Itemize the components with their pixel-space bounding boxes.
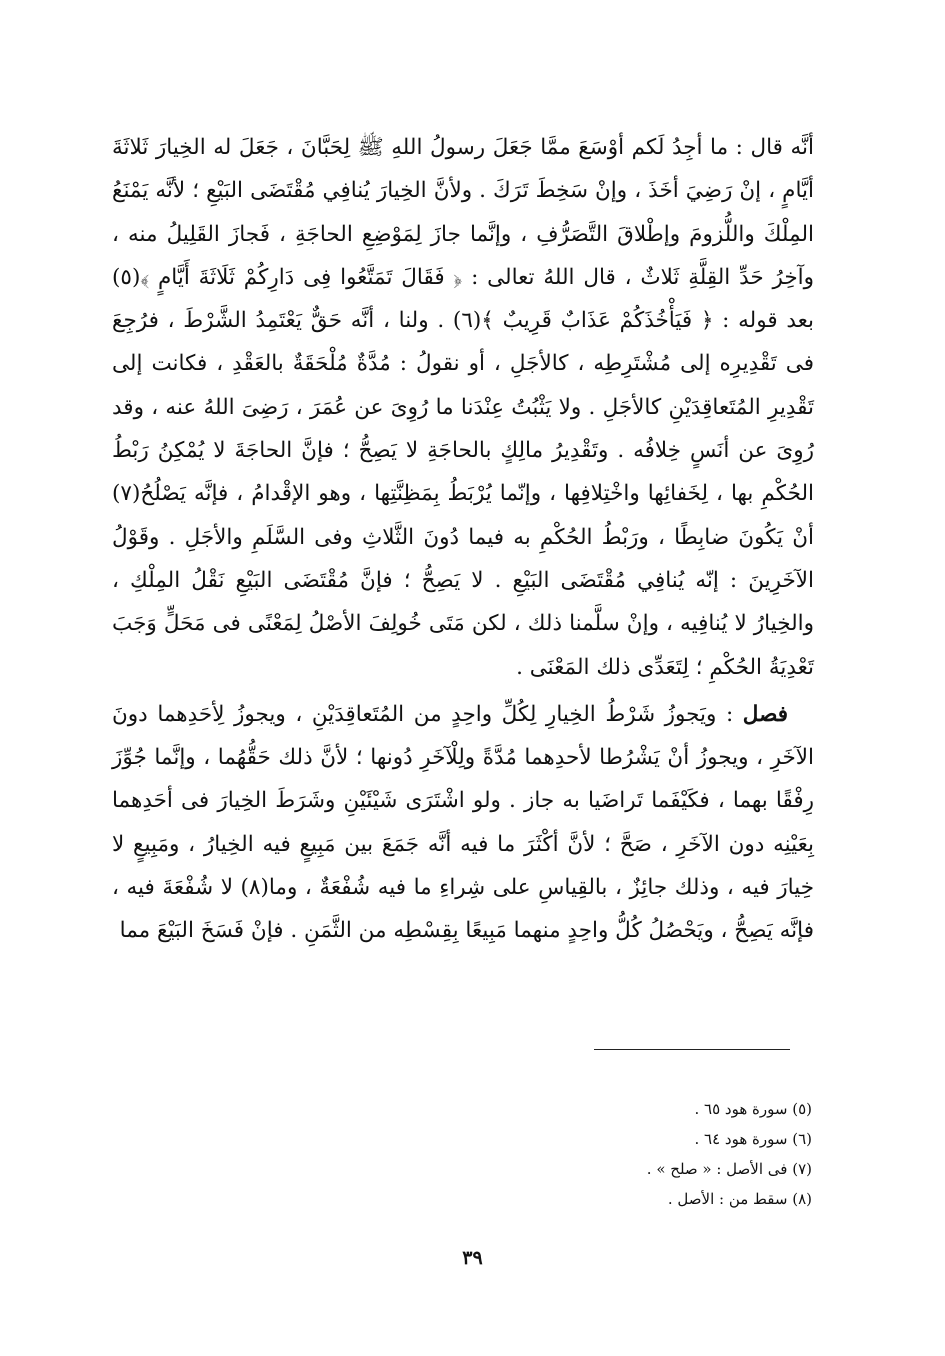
footnote: (٦) سورة هود ٦٤ . <box>694 1130 812 1148</box>
footnotes <box>500 1094 812 1214</box>
paragraph <box>112 126 814 689</box>
paragraph-text: : ويَجوزُ شَرْطُ الخِيارِ لِكُلِّ واحِدٍ من المُتَعاقِدَيْنِ ، ويجوزُ لِأحَدِهما دونَ الآخَرِ ، ويجوزُ أنْ يَشْرُطا لأحدِهما مُدَّةً ولِلْآخَرِ دُونها ؛ لأنَّ ذلك حَقُّهُما ، وإنَّما جُوِّزَ رِفْقًا بهما ، فكَيْفَما تَراضَيا به جاز . ولو اشْتَرَى شَيْئَيْنِ وشَرَطَ الخِيارَ فى أحَدِهما بِعَيْنِه دون الآخَرِ ، صَحَّ ؛ لأنَّ أكْثَرَ ما فيه أنَّه جَمَعَ بين مَبِيعٍ فيه الخِيارُ ، ومَبِيعٍ لا خِيارَ فيه ، وذلك جائِزٌ ، بالقِياسِ على شِراءِ ما فيه شُفْعَةٌ ، وما(٨) لا شُفْعَةَ فيه ، فإنَّه يَصِحُّ ، ويَحْصُلُ كُلُّ واحِدٍ منهما مَبِيعًا بِقِسْطِه من الثَّمَنِ . فإنْ فَسَخَ البَيْعَ مما <box>112 701 814 944</box>
footnote: (٧) فى الأصل : « صلح » . <box>646 1160 812 1178</box>
footnote-separator <box>594 1049 790 1050</box>
paragraph-text: أنَّه قال : ما أجِدُ لَكم أوْسَعَ ممَّا جَعَلَ رسولُ اللهِ ﷺ لِحَبَّانَ ، جَعَلَ له الخِيارَ ثَلاثَةَ أيَّامٍ ، إنْ رَضِيَ أخَذَ ، وإنْ سَخِطَ تَرَكَ . ولأنَّ الخِيارَ يُنافِي مُقْتَضَى البَيْعِ ؛ لأنَّه يَمْنَعُ المِلْكَ واللُّزومَ وإطْلاقَ التَّصَرُّفِ ، وإنَّما جازَ لِمَوْضِعِ الحاجَةِ ، فَجازَ القَلِيلُ منه ، وآخِرُ حَدِّ القِلَّةِ ثَلاثٌ ، قال اللهُ تعالى : ﴿ فَقَالَ تَمَتَّعُوا فِى دَارِكُمْ ثَلَاثَةَ أَيَّامٍ ﴾(٥) بعد قوله : ﴿ فَيَأْخُذَكُمْ عَذَابٌ قَرِيبٌ ﴾(٦) . ولنا ، أنَّه حَقٌّ يَعْتَمِدُ الشَّرْطَ ، فرُجِعَ فى تَقْدِيرِه إلى مُشْتَرِطِه ، كالأجَلِ ، أو نقولُ : مُدَّةٌ مُلْحَقَةٌ بالعَقْدِ ، فكانت إلى تَقْدِيرِ المُتَعاقِدَيْنِ كالأجَلِ . ولا يَثْبُتُ عِنْدَنا ما رُوِىَ عن عُمَرَ ، رَضِىَ اللهُ عنه ، وقد رُوِىَ عن أنَسٍ خِلافُه . وتَقْدِيرُ مالِكٍ بالحاجَةِ لا يَصِحُّ ؛ فإنَّ الحاجَةَ لا يُمْكِنُ رَبْطُ الحُكْمِ بها ، لِخَفائِها واخْتِلافِها ، وإنّما يُرْبَطُ بِمَظِنَّتِها ، وهو الإقْدامُ ، فإنَّه يَصْلُحُ(٧) أنْ يَكُونَ ضابِطًا ، ورَبْطُ الحُكْمِ به فيما دُونَ الثَّلاثِ وفى السَّلَمِ والأجَلِ . وقَوْلُ الآخَرِينَ : إنّه يُنافِي مُقْتَضَى البَيْعِ . لا يَصِحُّ ؛ فإنَّ مُقْتَضَى البَيْعِ نَقْلُ المِلْكِ ، والخِيارُ لا يُنافِيه ، وإنْ سلَّمنا ذلك ، لكن مَتَى خُولِفَ الأصْلُ لِمَعْنًى فى مَحَلٍّ وَجَبَ تَعْدِيَةُ الحُكْمِ ؛ لِتَعَدِّى ذلك المَعْنَى . <box>112 135 814 680</box>
main-text <box>112 126 814 953</box>
page-number: ٣٩ <box>462 1247 483 1269</box>
section-label: فصل <box>742 701 788 727</box>
footnote: (٨) سقط من : الأصل . <box>667 1190 812 1208</box>
footnote: (٥) سورة هود ٦٥ . <box>694 1100 812 1118</box>
paragraph-fasl <box>112 693 814 953</box>
